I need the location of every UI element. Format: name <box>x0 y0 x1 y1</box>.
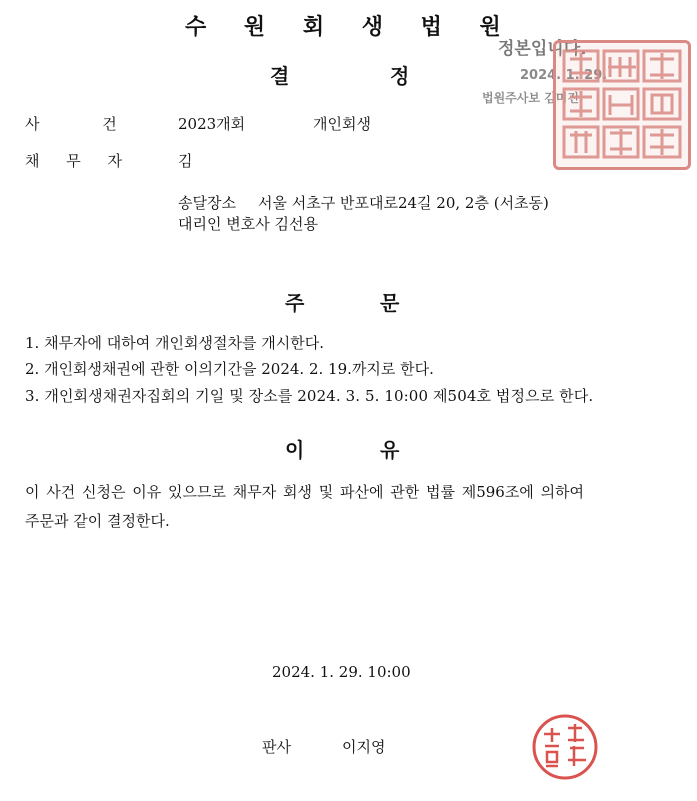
decision-date: 2024. 1. 29. 10:00 <box>272 663 411 681</box>
court-seal <box>553 40 691 170</box>
service-address: 서울 서초구 반포대로24길 20, 2층 (서초동) <box>258 194 549 212</box>
reason-heading-right: 유 <box>380 438 400 462</box>
debtor-name: 김 <box>178 152 193 170</box>
certification-line-3: 법원주사보 김미진 <box>482 91 579 105</box>
reason-heading-left: 이 <box>285 438 305 462</box>
document-title-right: 정 <box>390 64 410 88</box>
judge-title: 판사 <box>262 738 291 756</box>
debtor-label: 채 무 자 <box>25 152 123 170</box>
judge-seal <box>530 712 600 782</box>
certification-line-1: 정본입니다. <box>498 39 587 59</box>
reason-text-line-2: 주문과 같이 결정한다. <box>25 512 170 530</box>
order-heading-right: 문 <box>380 291 400 315</box>
order-heading-left: 주 <box>285 291 305 315</box>
case-label: 사 건 <box>25 115 117 133</box>
judge-name: 이지영 <box>342 738 386 756</box>
case-type: 개인회생 <box>313 115 371 133</box>
document-title-left: 결 <box>270 64 290 88</box>
order-item: 1. 채무자에 대하여 개인회생절차를 개시한다. <box>25 334 324 352</box>
legal-agent: 대리인 변호사 김선용 <box>178 215 318 233</box>
certification-line-2: 2024. 1. 29. <box>520 68 608 83</box>
court-seal-glyphs <box>556 43 688 167</box>
reason-text-line-1: 이 사건 신청은 이유 있으므로 채무자 회생 및 파산에 관한 법률 제596조에 의하여 <box>25 483 585 501</box>
order-item: 2. 개인회생채권에 관한 이의기간을 2024. 2. 19.까지로 한다. <box>25 360 434 378</box>
order-item: 3. 개인회생채권자집회의 기일 및 장소를 2024. 3. 5. 10:00 제504호 법정으로 한다. <box>25 387 594 405</box>
case-number: 2023개회 <box>178 115 246 133</box>
court-name: 수 원 회 생 법 원 <box>185 15 501 40</box>
address-label: 송달장소 <box>178 194 236 212</box>
